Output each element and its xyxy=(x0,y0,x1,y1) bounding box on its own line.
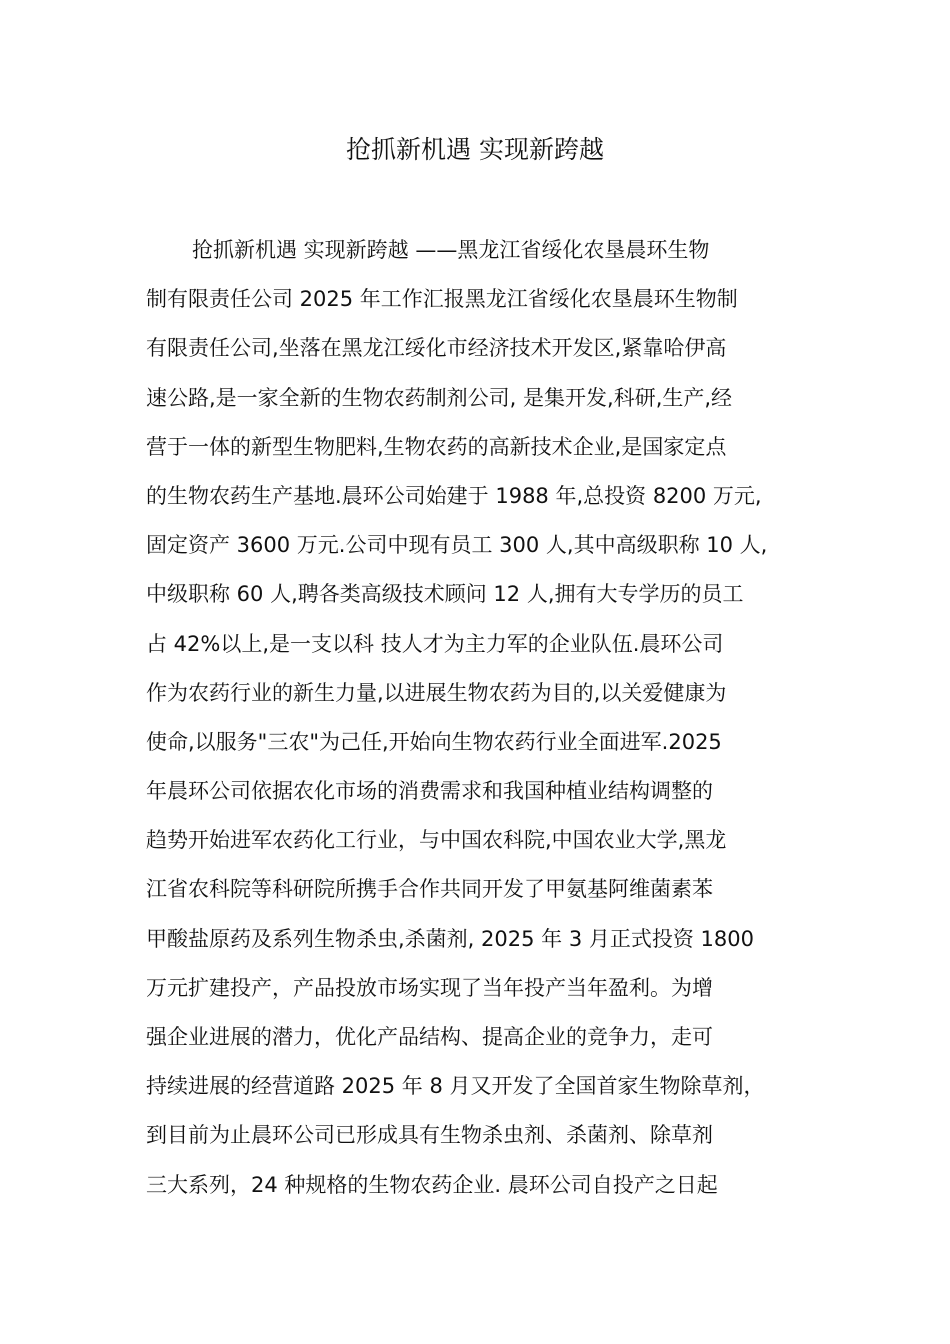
paragraph-line: 有限责任公司,坐落在黑龙江绥化市经济技术开发区,紧靠哈伊高 xyxy=(146,336,727,361)
paragraph-line: 的生物农药生产基地.晨环公司始建于 1988 年,总投资 8200 万元, xyxy=(146,483,762,508)
paragraph-line: 作为农药行业的新生力量,以进展生物农药为目的,以关爱健康为 xyxy=(146,680,727,705)
paragraph-line: 江省农科院等科研院所携手合作共同开发了甲氨基阿维菌素苯 xyxy=(146,877,713,902)
paragraph-line: 三大系列，24 种规格的生物农药企业. 晨环公司自投产之日起 xyxy=(146,1172,718,1197)
paragraph-line: 抢抓新机遇 实现新跨越 ——黑龙江省绥化农垦晨环生物 xyxy=(192,238,710,262)
body-paragraph xyxy=(146,230,806,1214)
document-title: 抢抓新机遇 实现新跨越 xyxy=(346,135,604,164)
paragraph-line: 制有限责任公司 2025 年工作汇报黑龙江省绥化农垦晨环生物制 xyxy=(146,287,738,312)
paragraph-line: 持续进展的经营道路 2025 年 8 月又开发了全国首家生物除草剂， xyxy=(146,1074,765,1099)
paragraph-line: 年晨环公司依据农化市场的消费需求和我国种植业结构调整的 xyxy=(146,779,713,804)
paragraph-line: 趋势开始进军农药化工行业，与中国农科院,中国农业大学,黑龙 xyxy=(146,828,727,853)
paragraph-line: 占 42%以上,是一支以科 技人才为主力军的企业队伍.晨环公司 xyxy=(146,631,724,656)
paragraph-line: 强企业进展的潜力，优化产品结构、提高企业的竞争力，走可 xyxy=(146,1025,713,1049)
paragraph-line: 使命,以服务"三农"为己任,开始向生物农药行业全面进军.2025 xyxy=(146,729,722,754)
paragraph-line: 营于一体的新型生物肥料,生物农药的高新技术企业,是国家定点 xyxy=(146,434,727,459)
paragraph-line: 速公路,是一家全新的生物农药制剂公司, 是集开发,科研,生产,经 xyxy=(146,385,733,410)
paragraph-line: 甲酸盐原药及系列生物杀虫,杀菌剂, 2025 年 3 月正式投资 1800 xyxy=(146,926,754,951)
paragraph-line: 固定资产 3600 万元.公司中现有员工 300 人,其中高级职称 10 人, xyxy=(146,533,768,558)
paragraph-line: 到目前为止晨环公司已形成具有生物杀虫剂、杀菌剂、除草剂 xyxy=(146,1123,713,1148)
paragraph-line: 中级职称 60 人,聘各类高级技术顾问 12 人,拥有大专学历的员工 xyxy=(146,582,744,607)
paragraph-line: 万元扩建投产，产品投放市场实现了当年投产当年盈利。为增 xyxy=(146,975,713,1000)
